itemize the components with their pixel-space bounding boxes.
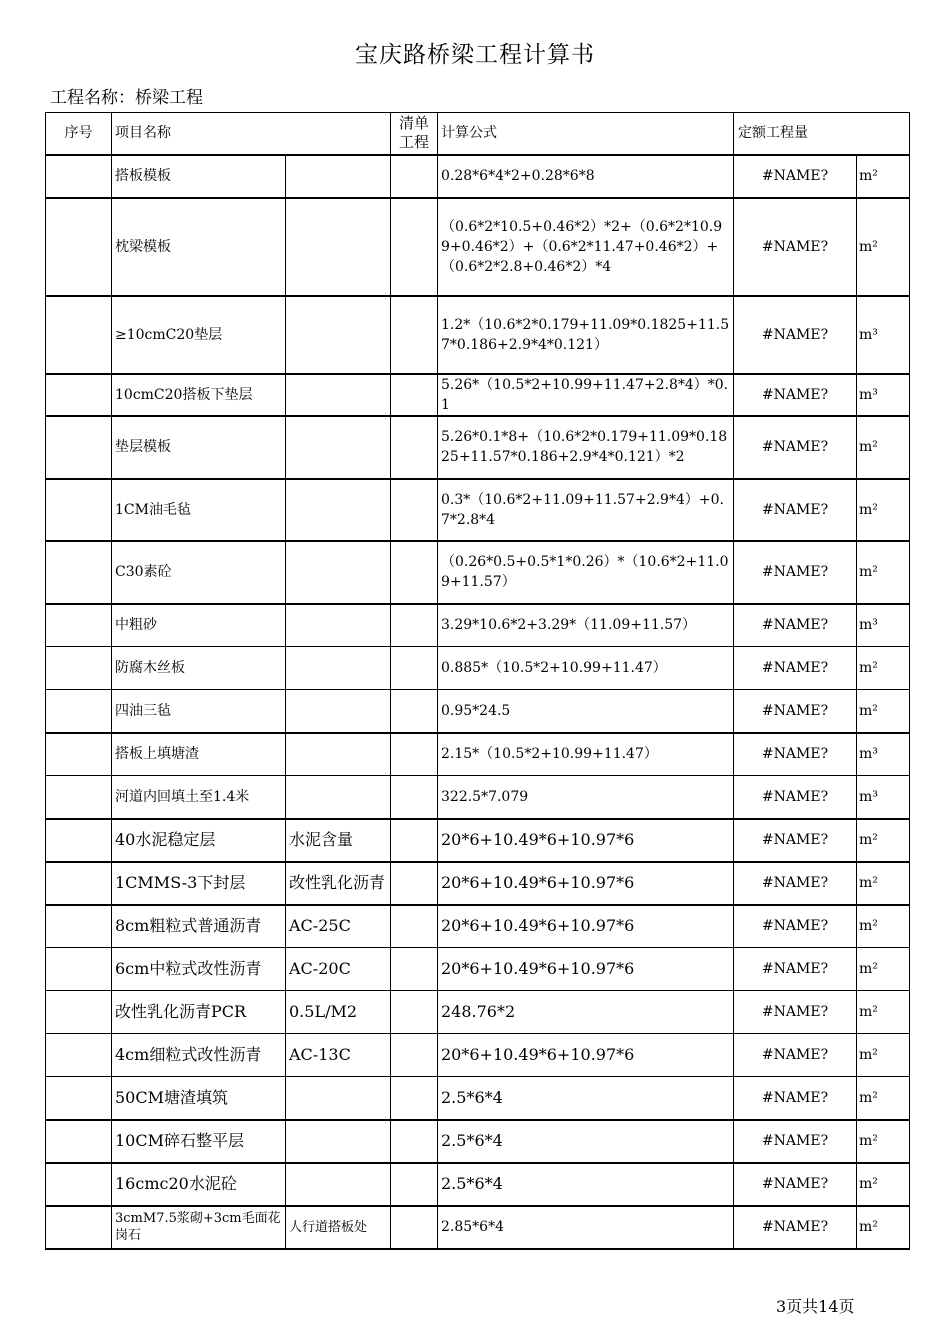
- row-seq-cell: [46, 690, 112, 733]
- bill-cell: [391, 479, 438, 541]
- item-spec-cell: [286, 416, 391, 479]
- quantity-cell: #NAME?: [734, 416, 857, 479]
- header-bill: 清单工程: [391, 113, 438, 155]
- table-row: [46, 374, 910, 416]
- item-spec-cell: 人行道搭板处: [286, 1206, 391, 1249]
- item-name-cell: C30素砼: [112, 541, 286, 604]
- row-seq-cell: [46, 416, 112, 479]
- formula-cell: 2.15*（10.5*2+10.99+11.47）: [438, 733, 734, 776]
- bill-cell: [391, 819, 438, 862]
- table-row: [46, 690, 910, 733]
- quantity-cell: #NAME?: [734, 1034, 857, 1077]
- header-formula: 计算公式: [438, 113, 734, 155]
- unit-cell: m²: [857, 905, 910, 948]
- unit-cell: m²: [857, 647, 910, 690]
- table-row: [46, 819, 910, 862]
- quantity-cell: #NAME?: [734, 1206, 857, 1249]
- quantity-cell: #NAME?: [734, 296, 857, 374]
- row-seq-cell: [46, 776, 112, 819]
- item-name-cell: 枕梁模板: [112, 198, 286, 296]
- row-seq-cell: [46, 1034, 112, 1077]
- row-seq-cell: [46, 1120, 112, 1163]
- table-row: [46, 479, 910, 541]
- quantity-cell: #NAME?: [734, 819, 857, 862]
- unit-cell: m³: [857, 776, 910, 819]
- unit-cell: m²: [857, 991, 910, 1034]
- quantity-cell: #NAME?: [734, 776, 857, 819]
- item-spec-cell: [286, 647, 391, 690]
- page-number: 3页共14页: [776, 1297, 855, 1316]
- formula-cell: 20*6+10.49*6+10.97*6: [438, 1034, 734, 1077]
- table-row: [46, 733, 910, 776]
- row-seq-cell: [46, 1206, 112, 1249]
- table-row: [46, 1206, 910, 1249]
- formula-cell: 2.85*6*4: [438, 1206, 734, 1249]
- item-name-cell: 40水泥稳定层: [112, 819, 286, 862]
- quantity-cell: #NAME?: [734, 948, 857, 991]
- item-name-cell: 四油三毡: [112, 690, 286, 733]
- unit-cell: m³: [857, 733, 910, 776]
- unit-cell: m²: [857, 948, 910, 991]
- formula-cell: 20*6+10.49*6+10.97*6: [438, 862, 734, 905]
- quantity-cell: #NAME?: [734, 991, 857, 1034]
- table-row: [46, 1034, 910, 1077]
- item-spec-cell: [286, 374, 391, 416]
- item-spec-cell: [286, 198, 391, 296]
- bill-cell: [391, 198, 438, 296]
- row-seq-cell: [46, 1077, 112, 1120]
- bill-cell: [391, 1163, 438, 1206]
- table-row: [46, 155, 910, 198]
- formula-cell: 1.2*（10.6*2*0.179+11.09*0.1825+11.57*0.186+2.9*4*0.121）: [438, 296, 734, 374]
- table-header-row: [46, 113, 910, 155]
- bill-cell: [391, 991, 438, 1034]
- item-name-cell: ≥10cmC20垫层: [112, 296, 286, 374]
- item-name-cell: 6cm中粒式改性沥青: [112, 948, 286, 991]
- bill-cell: [391, 1034, 438, 1077]
- table-row: [46, 647, 910, 690]
- item-name-cell: 50CM塘渣填筑: [112, 1077, 286, 1120]
- unit-cell: m²: [857, 198, 910, 296]
- bill-cell: [391, 1120, 438, 1163]
- item-spec-cell: [286, 541, 391, 604]
- item-spec-cell: [286, 604, 391, 647]
- table-row: [46, 198, 910, 296]
- row-seq-cell: [46, 948, 112, 991]
- formula-cell: 0.3*（10.6*2+11.09+11.57+2.9*4）+0.7*2.8*4: [438, 479, 734, 541]
- item-spec-cell: [286, 296, 391, 374]
- item-name-cell: 1CMMS-3下封层: [112, 862, 286, 905]
- quantity-cell: #NAME?: [734, 1120, 857, 1163]
- formula-cell: 2.5*6*4: [438, 1163, 734, 1206]
- formula-cell: （0.6*2*10.5+0.46*2）*2+（0.6*2*10.99+0.46*2）+（0.6*2*11.47+0.46*2）+（0.6*2*2.8+0.46*2）*4: [438, 198, 734, 296]
- bill-cell: [391, 690, 438, 733]
- quantity-cell: #NAME?: [734, 479, 857, 541]
- item-spec-cell: [286, 690, 391, 733]
- table-row: [46, 776, 910, 819]
- formula-cell: 2.5*6*4: [438, 1120, 734, 1163]
- item-name-cell: 4cm细粒式改性沥青: [112, 1034, 286, 1077]
- item-spec-cell: [286, 1077, 391, 1120]
- quantity-cell: #NAME?: [734, 604, 857, 647]
- table-row: [46, 1163, 910, 1206]
- bill-cell: [391, 948, 438, 991]
- bill-cell: [391, 647, 438, 690]
- project-name-label: 工程名称：桥梁工程: [50, 88, 203, 108]
- quantity-cell: #NAME?: [734, 155, 857, 198]
- item-spec-cell: [286, 776, 391, 819]
- unit-cell: m²: [857, 155, 910, 198]
- item-name-cell: 中粗砂: [112, 604, 286, 647]
- bill-cell: [391, 1206, 438, 1249]
- item-name-cell: 3cmM7.5浆砌+3cm毛面花岗石: [112, 1206, 286, 1249]
- bill-cell: [391, 905, 438, 948]
- formula-cell: 20*6+10.49*6+10.97*6: [438, 948, 734, 991]
- row-seq-cell: [46, 374, 112, 416]
- row-seq-cell: [46, 479, 112, 541]
- bill-cell: [391, 1077, 438, 1120]
- row-seq-cell: [46, 905, 112, 948]
- header-item-name: 项目名称: [112, 113, 391, 155]
- quantity-cell: #NAME?: [734, 733, 857, 776]
- table-row: [46, 296, 910, 374]
- unit-cell: m²: [857, 479, 910, 541]
- table-row: [46, 1077, 910, 1120]
- bill-cell: [391, 862, 438, 905]
- table-row: [46, 416, 910, 479]
- unit-cell: m²: [857, 1120, 910, 1163]
- item-name-cell: 河道内回填土至1.4米: [112, 776, 286, 819]
- item-spec-cell: 水泥含量: [286, 819, 391, 862]
- formula-cell: 20*6+10.49*6+10.97*6: [438, 819, 734, 862]
- header-seq: 序号: [46, 113, 112, 155]
- formula-cell: 0.95*24.5: [438, 690, 734, 733]
- formula-cell: 0.28*6*4*2+0.28*6*8: [438, 155, 734, 198]
- item-spec-cell: 改性乳化沥青: [286, 862, 391, 905]
- item-spec-cell: [286, 733, 391, 776]
- unit-cell: m²: [857, 416, 910, 479]
- formula-cell: 5.26*（10.5*2+10.99+11.47+2.8*4）*0.1: [438, 374, 734, 416]
- quantity-cell: #NAME?: [734, 647, 857, 690]
- item-name-cell: 10cmC20搭板下垫层: [112, 374, 286, 416]
- item-spec-cell: [286, 1120, 391, 1163]
- quantity-cell: #NAME?: [734, 905, 857, 948]
- formula-cell: 3.29*10.6*2+3.29*（11.09+11.57）: [438, 604, 734, 647]
- row-seq-cell: [46, 1163, 112, 1206]
- unit-cell: m²: [857, 690, 910, 733]
- quantity-cell: #NAME?: [734, 1077, 857, 1120]
- formula-cell: 20*6+10.49*6+10.97*6: [438, 905, 734, 948]
- table-row: [46, 541, 910, 604]
- table-row: [46, 905, 910, 948]
- item-name-cell: 改性乳化沥青PCR: [112, 991, 286, 1034]
- unit-cell: m²: [857, 1077, 910, 1120]
- quantity-cell: #NAME?: [734, 1163, 857, 1206]
- formula-cell: 2.5*6*4: [438, 1077, 734, 1120]
- unit-cell: m²: [857, 1206, 910, 1249]
- item-name-cell: 1CM油毛毡: [112, 479, 286, 541]
- item-spec-cell: AC-25C: [286, 905, 391, 948]
- row-seq-cell: [46, 862, 112, 905]
- row-seq-cell: [46, 991, 112, 1034]
- table-row: [46, 604, 910, 647]
- unit-cell: m³: [857, 604, 910, 647]
- item-spec-cell: AC-13C: [286, 1034, 391, 1077]
- row-seq-cell: [46, 296, 112, 374]
- unit-cell: m²: [857, 862, 910, 905]
- row-seq-cell: [46, 541, 112, 604]
- item-name-cell: 防腐木丝板: [112, 647, 286, 690]
- item-name-cell: 搭板上填塘渣: [112, 733, 286, 776]
- bill-cell: [391, 541, 438, 604]
- item-name-cell: 8cm粗粒式普通沥青: [112, 905, 286, 948]
- table-row: [46, 948, 910, 991]
- table-row: [46, 862, 910, 905]
- table-row: [46, 1120, 910, 1163]
- row-seq-cell: [46, 155, 112, 198]
- item-spec-cell: [286, 479, 391, 541]
- formula-cell: 248.76*2: [438, 991, 734, 1034]
- quantity-cell: #NAME?: [734, 198, 857, 296]
- unit-cell: m²: [857, 819, 910, 862]
- item-name-cell: 10CM碎石整平层: [112, 1120, 286, 1163]
- quantity-cell: #NAME?: [734, 862, 857, 905]
- table-row: [46, 991, 910, 1034]
- quantity-cell: #NAME?: [734, 374, 857, 416]
- formula-cell: 0.885*（10.5*2+10.99+11.47）: [438, 647, 734, 690]
- bill-cell: [391, 374, 438, 416]
- bill-cell: [391, 604, 438, 647]
- unit-cell: m²: [857, 541, 910, 604]
- item-spec-cell: 0.5L/M2: [286, 991, 391, 1034]
- formula-cell: （0.26*0.5+0.5*1*0.26）*（10.6*2+11.09+11.57）: [438, 541, 734, 604]
- row-seq-cell: [46, 819, 112, 862]
- bill-cell: [391, 733, 438, 776]
- header-quantity: 定额工程量: [734, 113, 910, 155]
- row-seq-cell: [46, 733, 112, 776]
- row-seq-cell: [46, 647, 112, 690]
- item-spec-cell: [286, 1163, 391, 1206]
- item-name-cell: 搭板模板: [112, 155, 286, 198]
- unit-cell: m³: [857, 296, 910, 374]
- row-seq-cell: [46, 198, 112, 296]
- unit-cell: m²: [857, 1034, 910, 1077]
- bill-cell: [391, 296, 438, 374]
- calculation-table: [45, 112, 910, 1250]
- unit-cell: m²: [857, 1163, 910, 1206]
- item-spec-cell: [286, 155, 391, 198]
- bill-cell: [391, 416, 438, 479]
- unit-cell: m³: [857, 374, 910, 416]
- item-name-cell: 垫层模板: [112, 416, 286, 479]
- quantity-cell: #NAME?: [734, 541, 857, 604]
- document-title: 宝庆路桥梁工程计算书: [355, 42, 595, 68]
- quantity-cell: #NAME?: [734, 690, 857, 733]
- formula-cell: 322.5*7.079: [438, 776, 734, 819]
- item-spec-cell: AC-20C: [286, 948, 391, 991]
- bill-cell: [391, 155, 438, 198]
- bill-cell: [391, 776, 438, 819]
- row-seq-cell: [46, 604, 112, 647]
- formula-cell: 5.26*0.1*8+（10.6*2*0.179+11.09*0.1825+11.57*0.186+2.9*4*0.121）*2: [438, 416, 734, 479]
- item-name-cell: 16cmc20水泥砼: [112, 1163, 286, 1206]
